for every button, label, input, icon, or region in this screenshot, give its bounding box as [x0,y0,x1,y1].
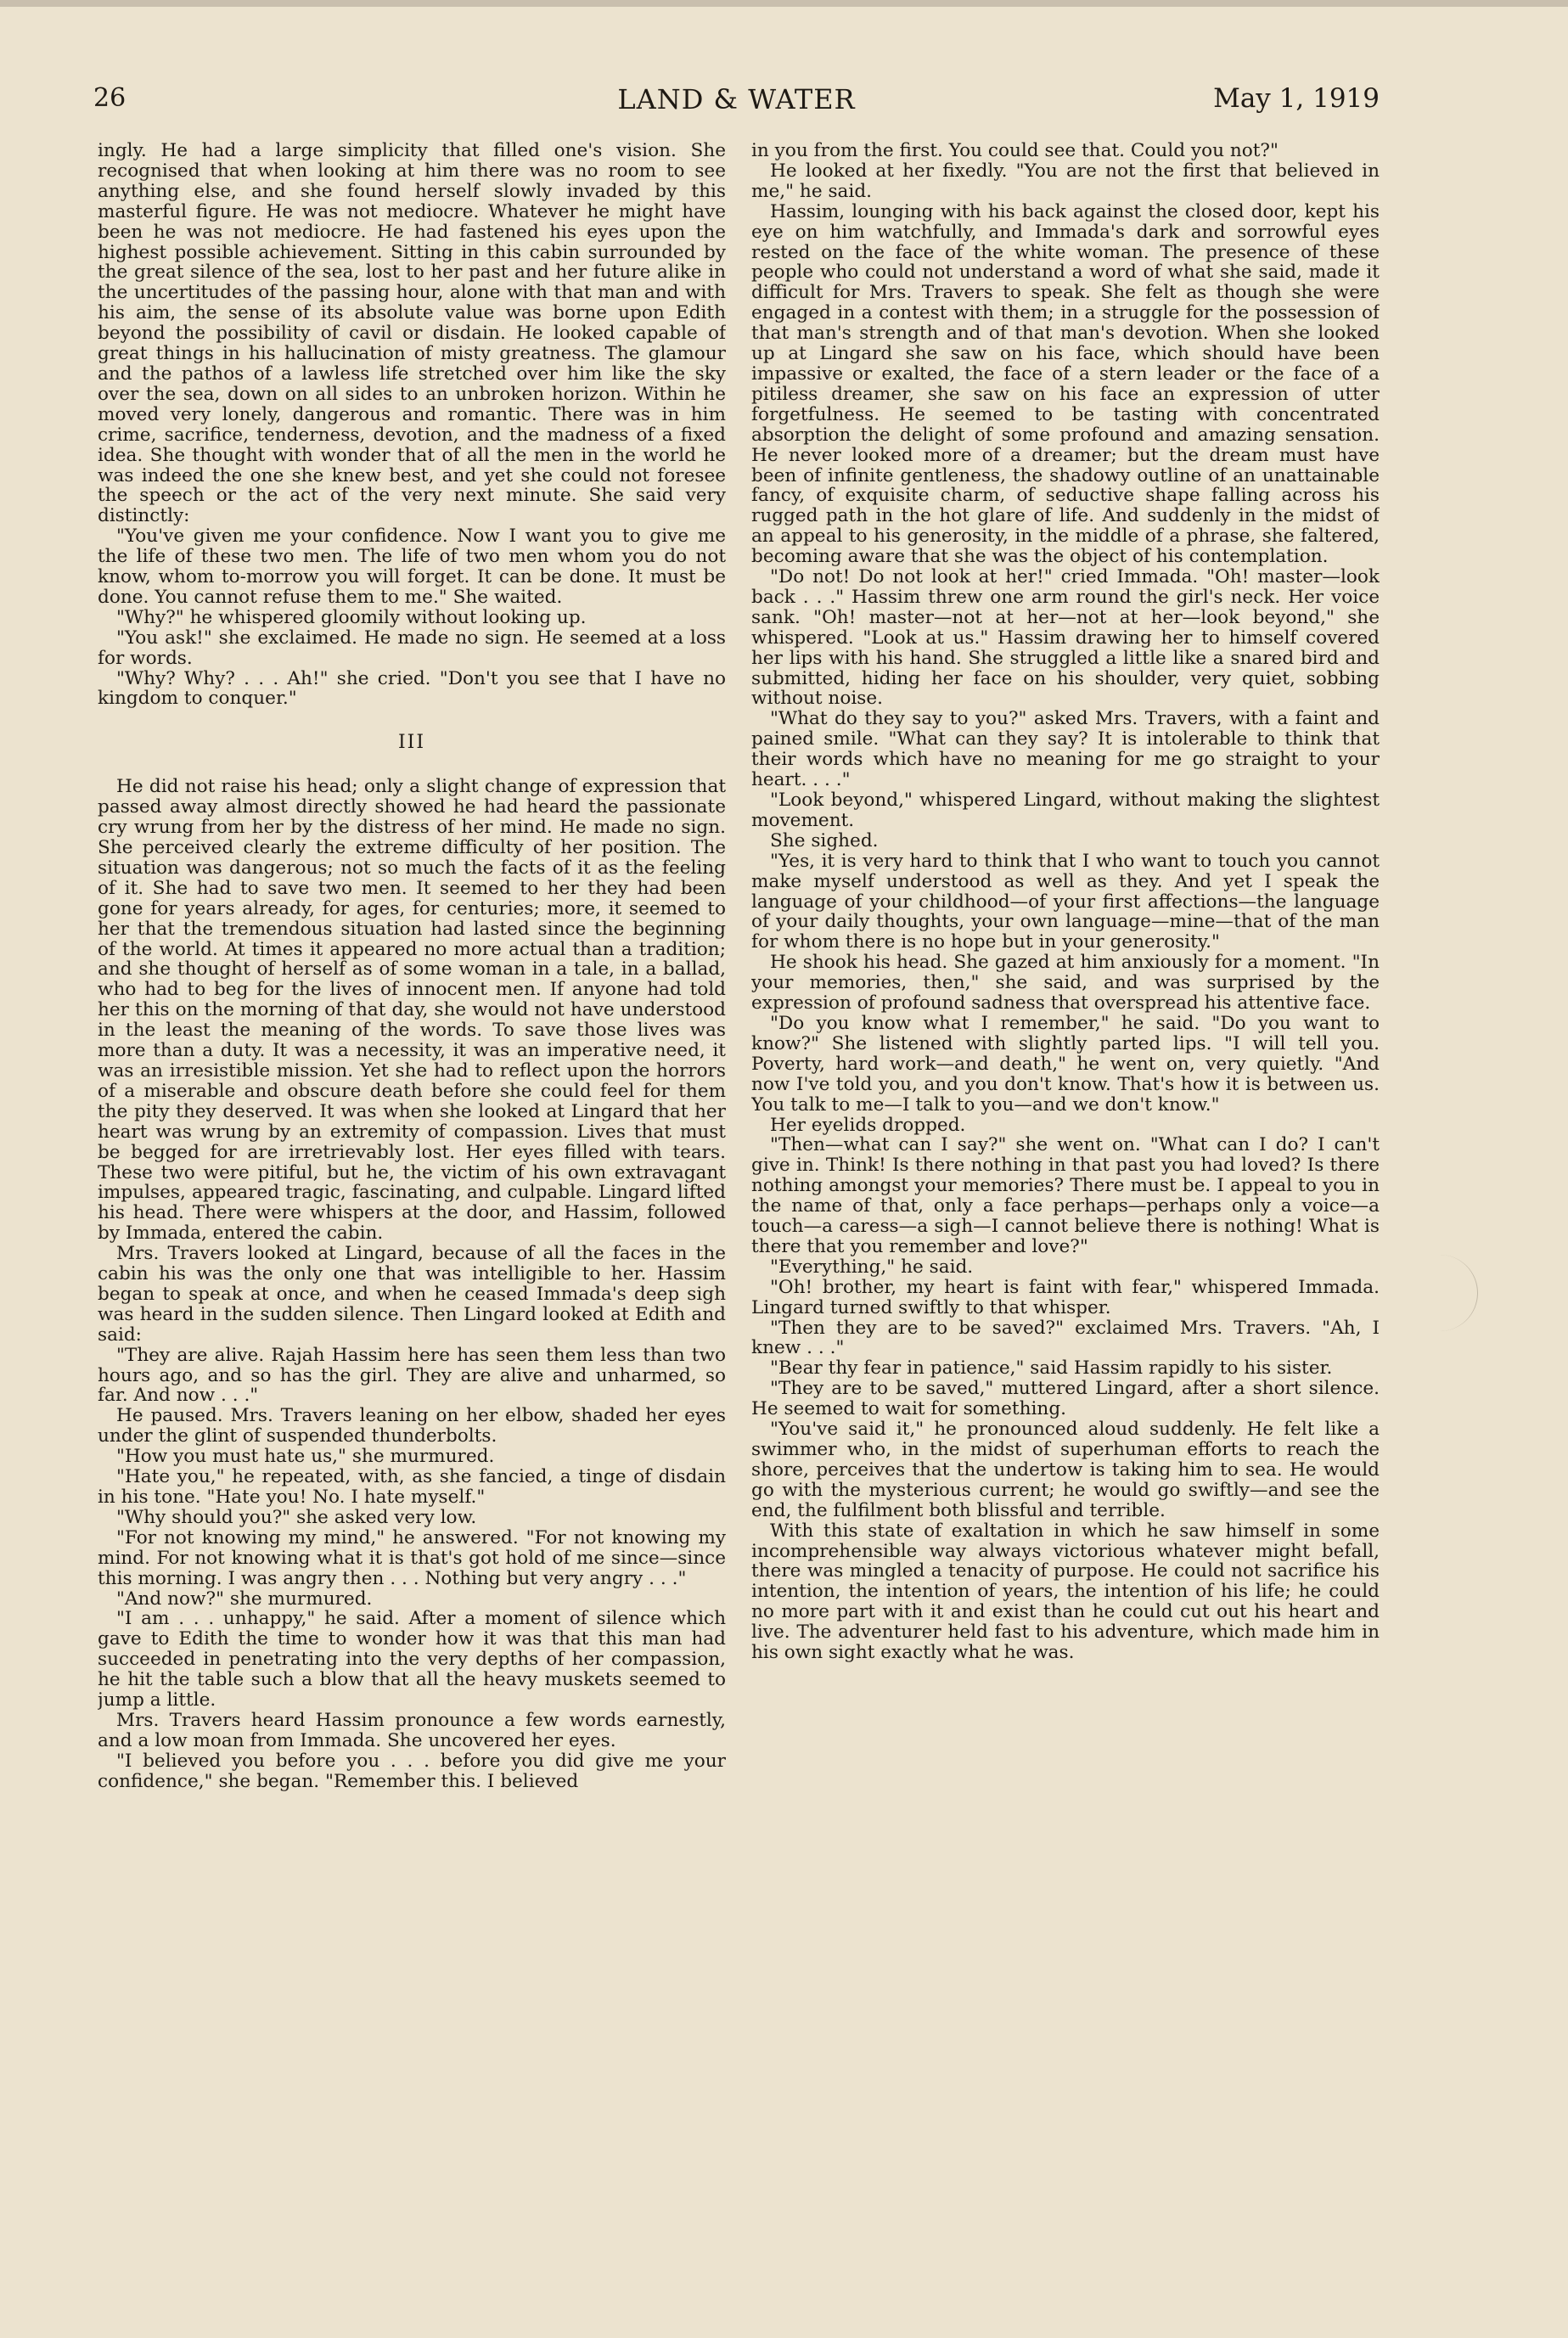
page-top-edge [0,0,1568,7]
paragraph: With this state of exaltation in which he saw himself in some incomprehensible way always victorious whatever might befall, there was mingled a tenacity of purpose. He could not sacrifice his intention, the intention of years, the intention of his life; he could no more part with it and exist than he could cut out his heart and live. The adventurer held fast to his adventure, which made him in his own sight exactly what he was. [751,1520,1380,1664]
paragraph: "Then they are to be saved?" exclaimed Mrs. Travers. "Ah, I knew . . ." [751,1317,1380,1359]
section-heading: III [397,732,426,754]
paragraph: "And now?" she murmured. [116,1588,373,1610]
publication-title: LAND & WATER [617,83,856,115]
paragraph: Hassim, lounging with his back against the closed door, kept his eye on him watchfully, and Immada's dark and sorrowful eyes rested on the face of the white woman. The presence of these people who could not understand a word of what she said, made it difficult for Mrs. Travers to speak. She felt as though she were engaged in a contest with them; in a struggle for the possession of that man's strength and of that man's devotion. When she looked up at Lingard she saw on his face, which should have been impassive or exalted, the face of a stern leader or the face of a pitiless dreamer, she saw on his face an expression of utter forgetfulness. He seemed to be tasting with concentrated absorption the delight of some profound and amazing sensation. He never looked more of a dreamer; but the dream must have been of infinite gentleness, the shadowy outline of an unattainable fancy, of exquisite charm, of seductive shape falling across his rugged path in the hot glare of life. And suddenly in the midst of an appeal to his generosity, in the middle of a phrase, she faltered, becoming aware that she was the object of his contemplation. [751,200,1380,568]
paragraph: ingly. He had a large simplicity that filled one's vision. She recognised that when looking at him there was no room to see anything else, and she found herself slowly invaded by this masterful figure. He was not mediocre. Whatever he might have been he was not mediocre. He had fastened his eyes upon the highest possible achievement. Sitting in this cabin surrounded by the great silence of the sea, lost to her past and her future alike in the uncertitudes of the passing hour, alone with that man and with his aim, the sense of its absolute value was borne upon Edith beyond the possibility of cavil or disdain. He looked capable of great things in his hallucination of misty greatness. The glamour and the pathos of a lawless life stretched over him like the sky over the sea, down on all sides to an unbroken horizon. Within he moved very lonely, dangerous and romantic. There was in him crime, sacrifice, tenderness, devotion, and the madness of a fixed idea. She thought with wonder that of all the men in the world he was indeed the one she knew best, and yet she could not foresee the speech or the act of the very next minute. She said very distinctly: [98,141,726,527]
pencil-mark [1426,1255,1478,1331]
paragraph: He paused. Mrs. Travers leaning on her elbow, shaded her eyes under the glint of suspended thunderbolts. [98,1405,726,1447]
paragraph: Her eyelids dropped. [770,1114,966,1136]
paragraph: "What do they say to you?" asked Mrs. Travers, with a faint and pained smile. "What can they say? It is intolerable to think that their words which have no meaning for me go straight to your heart. . . ." [751,708,1380,791]
paragraph: "Do you know what I remember," he said. "Do you want to know?" She listened with slightly parted lips. "I will tell you. Poverty, hard work—and death," he went on, very quietly. "And now I've told you, and you don't know. That's how it is between us. You talk to me—I talk to you—and we don't know." [751,1012,1380,1116]
paragraph: "Why?" he whispered gloomily without looking up. [116,606,587,628]
paragraph: "Do not! Do not look at her!" cried Immada. "Oh! master—look back . . ." Hassim threw one arm round the girl's neck. Her voice sank. "Oh! master—not at her—not at her—look beyond," she whispered. "Look at us." Hassim drawing her to himself covered her lips with his hand. She struggled a little like a snared bird and submitted, hiding her face on his shoulder, very quiet, sobbing without noise. [751,566,1380,710]
paragraph: "Bear thy fear in patience," said Hassim rapidly to his sister. [770,1357,1333,1380]
issue-date: May 1, 1919 [1213,83,1380,114]
paragraph: He shook his head. She gazed at him anxiously for a moment. "In your memories, then," she said, and was surprised by the expression of profound sadness that overspread his attentive face. [751,952,1380,1014]
paragraph: She sighed. [770,829,879,851]
page-number: 26 [93,83,126,113]
paragraph: "They are to be saved," muttered Lingard, after a short silence. He seemed to wait for something. [751,1378,1380,1420]
paragraph: Mrs. Travers looked at Lingard, because of all the faces in the cabin his was the only one that was intelligible to her. Hassim began to speak at once, and when he ceased Immada's deep sigh was heard in the sudden silence. Then Lingard looked at Edith and said: [98,1243,726,1346]
paragraph: "I believed you before you . . . before you did give me your confidence," she began. "Remember this. I believed [98,1750,726,1792]
paragraph: "Why should you?" she asked very low. [116,1506,477,1528]
paragraph: "Look beyond," whispered Lingard, without making the slightest movement. [751,790,1380,831]
paragraph: "Everything," he said. [770,1256,974,1278]
paragraph: He looked at her fixedly. "You are not the first that believed in me," he said. [751,160,1380,202]
right-column [751,141,1380,2212]
paragraph: "You've said it," he pronounced aloud suddenly. He felt like a swimmer who, in the midst of superhuman efforts to reach the shore, perceives that the undertow is taking him to sea. He would go with the mysterious current; he would go swiftly—and see the end, the fulfilment both blissful and terrible. [751,1419,1380,1521]
paragraph: "You've given me your confidence. Now I want you to give me the life of these two men. The life of two men whom you do not know, whom to-morrow you will forget. It can be done. It must be done. You cannot refuse them to me." She waited. [98,525,726,608]
paragraph: "Why? Why? . . . Ah!" she cried. "Don't you see that I have no kingdom to conquer." [98,667,726,710]
paragraph: "You ask!" she exclaimed. He made no sign. He seemed at a loss for words. [98,627,726,669]
paragraph: "Hate you," he repeated, with, as she fancied, a tinge of disdain in his tone. "Hate you! No. I hate myself." [98,1466,726,1508]
paragraph: "They are alive. Rajah Hassim here has seen them less than two hours ago, and so has the girl. They are alive and unharmed, so far. And now . . ." [98,1344,726,1407]
left-column [98,141,726,2212]
paragraph: "Yes, it is very hard to think that I who want to touch you cannot make myself understood as well as they. And yet I speak the language of your childhood—of your first affections—the language of your daily thoughts, your own language—mine—that of the man for whom there is no hope but in your generosity." [751,850,1380,953]
paragraph: "How you must hate us," she murmured. [116,1446,495,1468]
paragraph: "Then—what can I say?" she went on. "What can I do? I can't give in. Think! Is there nothing in that past you had loved? Is there nothing amongst your memories? There must be. I appeal to you in the name of that, only a face perhaps—perhaps only a voice—a touch—a caress—a sigh—I cannot believe there is nothing! What is there that you remember and love?" [751,1134,1380,1257]
paragraph: He did not raise his head; only a slight change of expression that passed away almost directly showed he had heard the passionate cry wrung from her by the distress of her mind. He made no sign. She perceived clearly the extreme difficulty of her position. The situation was dangerous; not so much the facts of it as the feeling of it. She had to save two men. It seemed to her they had been gone for years already, for ages, for centuries; more, it seemed to her that the tremendous situation had lasted since the beginning of the world. At times it appeared no more actual than a tradition; and she thought of herself as of some woman in a tale, in a ballad, who had to beg for the lives of innocent men. If anyone had told her this on the morning of that day, she would not have understood in the least the meaning of the words. To save those lives was more than a duty. It was a necessity, it was an imperative need, it was an irresistible mission. Yet she had to reflect upon the horrors of a miserable and obscure death before she could feel for them the pity they deserved. It was when she looked at Lingard that her heart was wrung by an extremity of compassion. Lives that must be begged for are irretrievably lost. Her eyes filled with tears. These two were pitiful, but he, the victim of his own extravagant impulses, appeared tragic, fascinating, and culpable. Lingard lifted his head. There were whispers at the door, and Hassim, followed by Immada, entered the cabin. [98,776,726,1245]
paragraph: in you from the first. You could see that. Could you not?" [751,141,1279,161]
page-header [93,83,1380,126]
paragraph: "Oh! brother, my heart is faint with fear," whispered Immada. Lingard turned swiftly to that whisper. [751,1276,1380,1318]
paragraph: "For not knowing my mind," he answered. "For not knowing my mind. For not knowing what it is that's got hold of me since—since this morning. I was angry then . . . Nothing but very angry . . ." [98,1526,726,1589]
paragraph: "I am . . . unhappy," he said. After a moment of silence which gave to Edith the time to wonder how it was that this man had succeeded in penetrating into the very depths of her compassion, he hit the table such a blow that all the heavy muskets seemed to jump a little. [98,1608,726,1711]
paragraph: Mrs. Travers heard Hassim pronounce a few words earnestly, and a low moan from Immada. She uncovered her eyes. [98,1709,726,1751]
